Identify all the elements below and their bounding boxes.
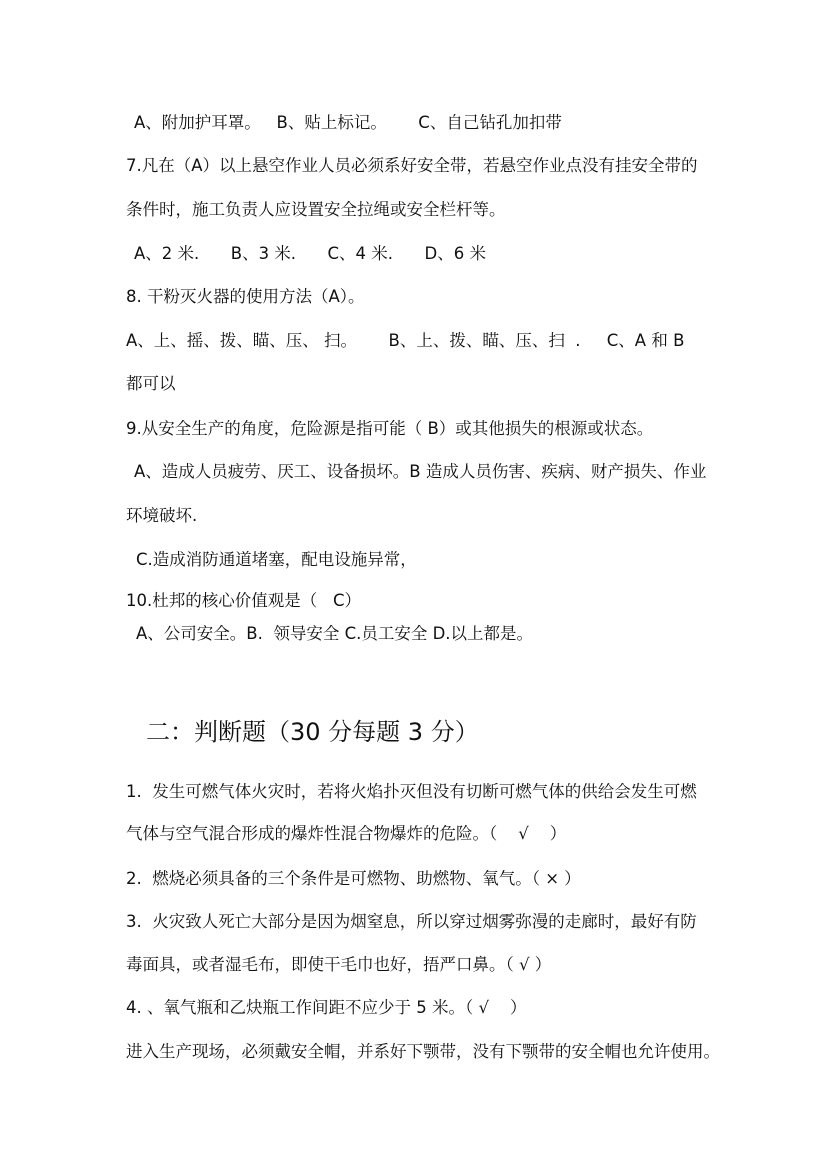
tf-q1-line2: 气体与空气混合形成的爆炸性混合物爆炸的危险。（ √ ）	[126, 824, 567, 843]
tf-q3-line1: 3. 火灾致人死亡大部分是因为烟窒息，所以穿过烟雾弥漫的走廊时，最好有防	[126, 912, 697, 931]
tf-q1-line1: 1. 发生可燃气体火灾时，若将火焰扑灭但没有切断可燃气体的供给会发生可燃	[126, 782, 697, 801]
q8-options-line2: 都可以	[126, 374, 176, 393]
q10-options: A、公司安全。B. 领导安全 C.员工安全 D.以上都是。	[136, 624, 534, 643]
q9-options-line1: A、造成人员疲劳、厌工、设备损坏。B 造成人员伤害、疾病、财产损失、作业	[134, 462, 707, 481]
q7-text-line1: 7.凡在（A）以上悬空作业人员必须系好安全带，若悬空作业点没有挂安全带的	[126, 156, 698, 175]
q9-text: 9.从安全生产的角度，危险源是指可能（ B）或其他损失的根源或状态。	[126, 419, 654, 438]
q7-text-line2: 条件时，施工负责人应设置安全拉绳或安全栏杆等。	[126, 200, 506, 219]
q7-options: A、2 米. B、3 米. C、4 米. D、6 米	[134, 244, 486, 263]
tf-q4: 4. 、氧气瓶和乙炔瓶工作间距不应少于 5 米。（ √ ）	[126, 998, 527, 1017]
section-two-heading: 二：判断题（30 分每题 3 分）	[146, 718, 479, 746]
q9-option-c: C.造成消防通道堵塞，配电设施异常，	[136, 550, 417, 569]
q8-text: 8. 干粉灭火器的使用方法（A）。	[126, 287, 365, 306]
tf-q2: 2. 燃烧必须具备的三个条件是可燃物、助燃物、氧气。（ × ）	[126, 869, 581, 888]
tf-q3-line2: 毒面具，或者湿毛布，即使干毛巾也好，捂严口鼻。（ √ ）	[126, 955, 552, 974]
tf-q5: 进入生产现场，必须戴安全帽，并系好下颚带，没有下颚带的安全帽也允许使用。	[126, 1042, 720, 1061]
q8-options-line1: A、上、摇、拨、瞄、压、 扫。 B、上、拨、瞄、压、扫 . C、A 和 B	[126, 331, 685, 350]
q9-options-line2: 环境破坏.	[126, 506, 198, 525]
q10-text: 10.杜邦的核心价值观是（ C）	[126, 591, 361, 610]
q6-options: A、附加护耳罩。 B、贴上标记。 C、自己钻孔加扣带	[134, 113, 562, 132]
